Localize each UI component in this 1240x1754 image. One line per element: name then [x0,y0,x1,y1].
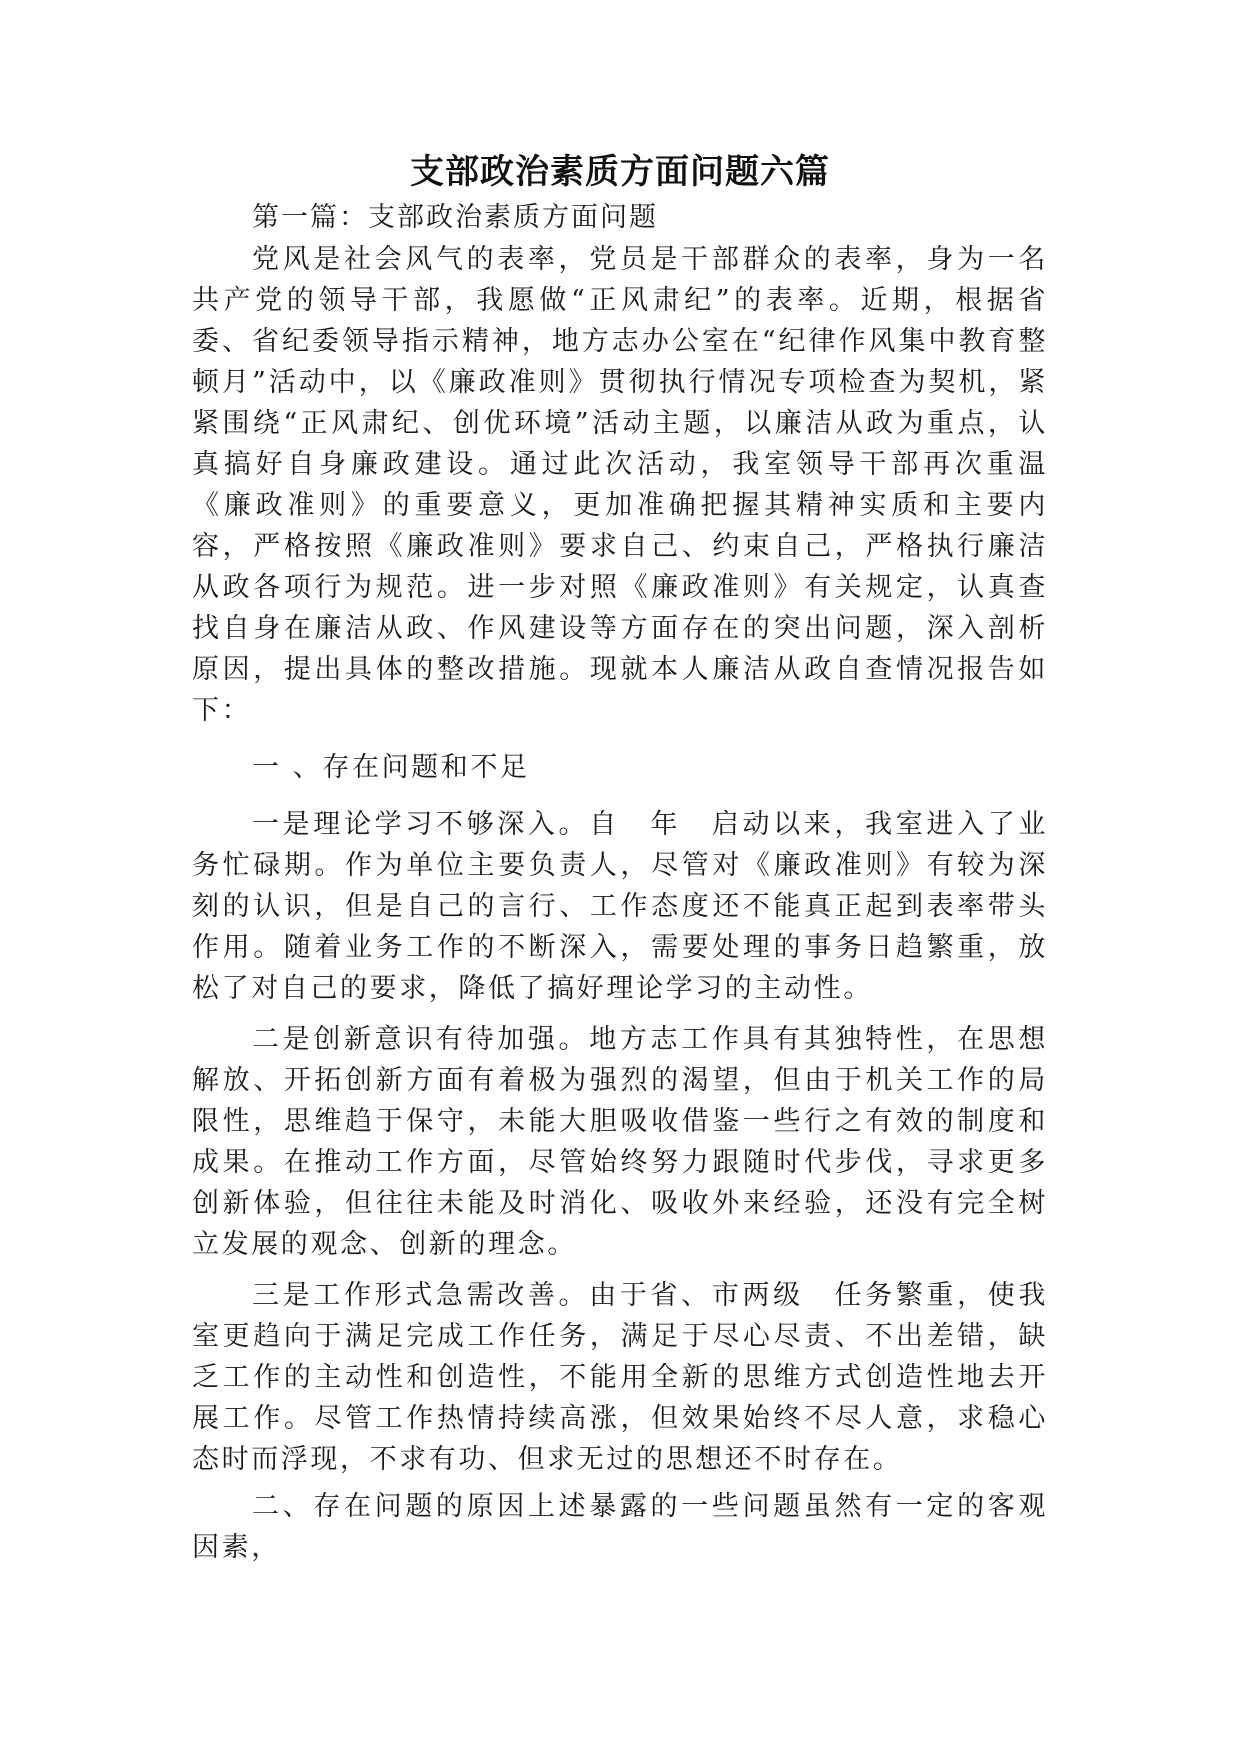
paragraph-theory-study: 一是理论学习不够深入。自 年 启动以来，我室进入了业务忙碌期。作为单位主要负责人，尽管对《廉政准则》有较为深刻的认识，但是自己的言行、工作态度还不能真正起到表率带头作用。随着业务工作的不断深入，需要处理的事务日趋繁重，放松了对自己的要求，降低了搞好理论学习的主动性。 [192,809,1048,1004]
paragraph-work-form: 三是工作形式急需改善。由于省、市两级 任务繁重，使我室更趋向于满足完成工作任务，满足于尽心尽责、不出差错，缺乏工作的主动性和创造性，不能用全新的思维方式创造性地去开展工作。尽管工作热情持续高涨，但效果始终不尽人意，求稳心态时而浮现，不求有功、但求无过的思想还不时存在。 [192,1280,1048,1475]
paragraph-heading-problems: 一 、存在问题和不足 [252,752,530,783]
section-heading: 第一篇：支部政治素质方面问题 [252,202,658,233]
paragraph-intro: 党风是社会风气的表率，党员是干部群众的表率，身为一名共产党的领导干部，我愿做“正风肃纪”的表率。近期，根据省委、省纪委领导指示精神，地方志办公室在“纪律作风集中教育整顿月”活动中，以《廉政准则》贯彻执行情况专项检查为契机，紧紧围绕“正风肃纪、创优环境”活动主题，以廉洁从政为重点，认真搞好自身廉政建设。通过此次活动，我室领导干部再次重温《廉政准则》的重要意义，更加准确把握其精神实质和主要内容，严格按照《廉政准则》要求自己、约束自己，严格执行廉洁从政各项行为规范。进一步对照《廉政准则》有关规定，认真查找自身在廉洁从政、作风建设等方面存在的突出问题，深入剖析原因，提出具体的整改措施。现就本人廉洁从政自查情况报告如下： [192,244,1048,726]
paragraph-causes: 二、存在问题的原因上述暴露的一些问题虽然有一定的客观因素， [192,1491,1048,1563]
paragraph-innovation: 二是创新意识有待加强。地方志工作具有其独特性，在思想解放、开拓创新方面有着极为强烈的渴望，但由于机关工作的局限性，思维趋于保守，未能大胆吸收借鉴一些行之有效的制度和成果。在推动工作方面，尽管始终努力跟随时代步伐，寻求更多创新体验，但往往未能及时消化、吸收外来经验，还没有完全树立发展的观念、创新的理念。 [192,1024,1048,1260]
document-title: 支部政治素质方面问题六篇 [410,152,830,192]
document-body [192,196,1048,1568]
